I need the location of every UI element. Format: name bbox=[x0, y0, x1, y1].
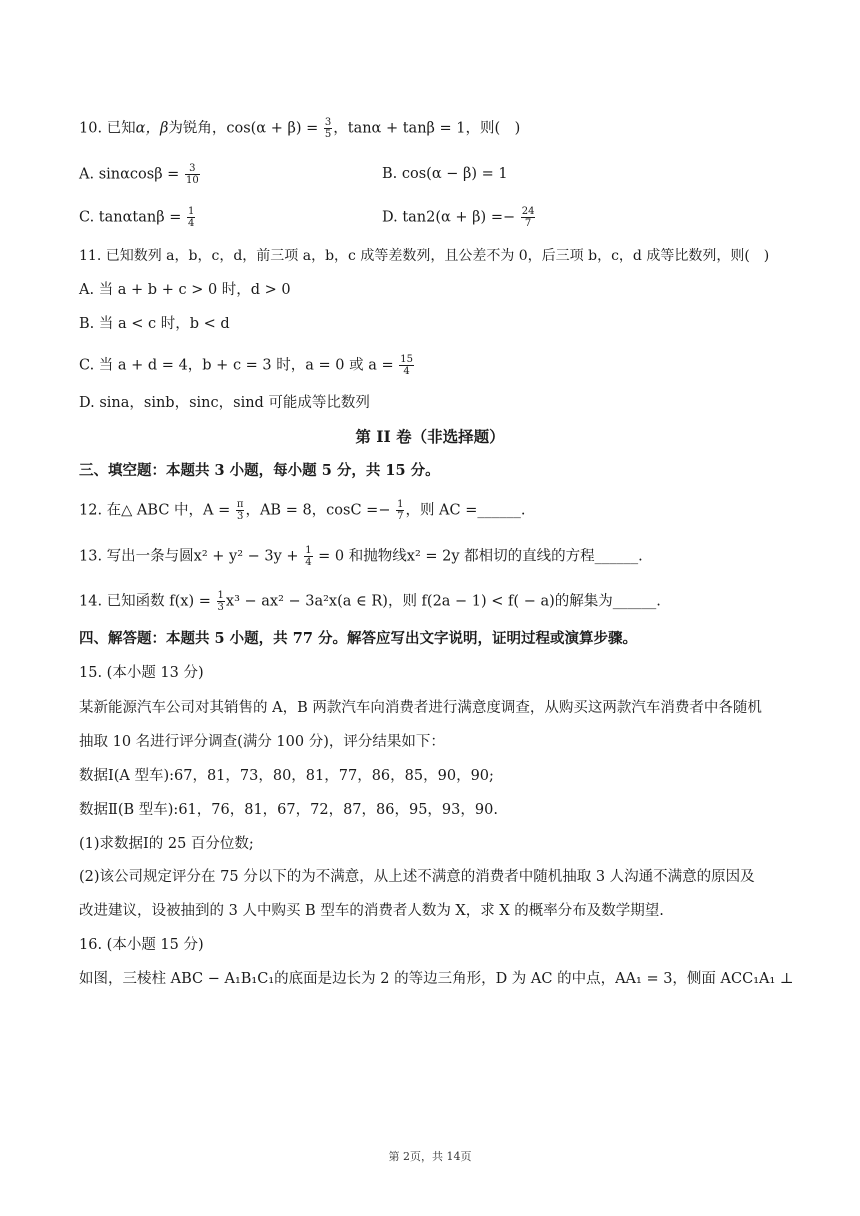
q12: 12. 在△ ABC 中，A = $\frac{\pi}{3}$ ，AB = 8，cosC =− $\frac{1}{7}$ ，则 AC =______. bbox=[79, 499, 526, 522]
q10-stem bbox=[79, 117, 790, 140]
q15-title: 15. (本小题 13 分) bbox=[79, 665, 204, 681]
q10-option-d-fraction: $\frac{24}{7}$ bbox=[521, 206, 535, 229]
q14: 14. 已知函数 f(x) = $\frac{1}{3}$ x³ − ax² − 3a²x(a ∈ R)，则 f(2a − 1) < f( − a)的解集为______. bbox=[79, 590, 661, 613]
q11-option-d: D. sina，sinb，sinc，sind 可能成等比数列 bbox=[79, 395, 370, 411]
q10-option-b: B. cos(α − β) = 1 bbox=[382, 166, 508, 182]
q10-option-c: C. tanαtanβ = $\frac{1}{4}$ bbox=[79, 206, 195, 229]
q11-option-c: C. 当 a + d = 4，b + c = 3 时，a = 0 或 a = $\frac{15}{4}$ bbox=[79, 354, 413, 377]
q10-option-a-fraction: $\frac{3}{10}$ bbox=[185, 163, 199, 186]
q10-stem-vars: α，β bbox=[135, 120, 169, 137]
q11-option-b: B. 当 a < c 时，b < d bbox=[79, 316, 230, 332]
q11-option-a: A. 当 a + b + c > 0 时，d > 0 bbox=[79, 282, 291, 298]
q10-stem-prefix: 10. 已知 bbox=[79, 120, 136, 137]
q15-paragraph-2: 抽取 10 名进行评分调查(满分 100 分)，评分结果如下： bbox=[79, 734, 445, 750]
page-footer: 第 2页，共 14页 bbox=[388, 1150, 472, 1163]
q15-sub-1: (1)求数据Ⅰ的 25 百分位数; bbox=[79, 836, 254, 852]
q15-data-2: 数据Ⅱ(B 型车):61，76，81，67，72，87，86，95，93，90. bbox=[79, 802, 498, 818]
section-2-title: 第 II 卷（非选择题） bbox=[355, 427, 505, 446]
q11-option-c-fraction: $\frac{15}{4}$ bbox=[400, 354, 413, 377]
q14-fraction: $\frac{1}{3}$ bbox=[217, 590, 224, 613]
q12-fraction-b: $\frac{1}{7}$ bbox=[397, 499, 404, 522]
q10-fraction: $\frac{3}{5}$ bbox=[324, 117, 332, 140]
q10-option-a: A. sinαcosβ = $\frac{3}{10}$ bbox=[79, 163, 199, 186]
q16-title: 16. (本小题 15 分) bbox=[79, 937, 204, 953]
q15-data-1: 数据Ⅰ(A 型车):67，81，73，80，81，77，86，85，90，90; bbox=[79, 768, 494, 784]
q15-paragraph-1: 某新能源汽车公司对其销售的 A，B 两款汽车向消费者进行满意度调查，从购买这两款汽车消费者中各随机 bbox=[79, 700, 762, 716]
part-3-header: 三、填空题：本题共 3 小题，每小题 5 分，共 15 分。 bbox=[79, 462, 440, 479]
q15-sub-2-line-2: 改进建议，设被抽到的 3 人中购买 B 型车的消费者人数为 X，求 X 的概率分布及数学期望. bbox=[79, 903, 664, 919]
q10-stem-cos: 为锐角，cos(α + β) = bbox=[168, 120, 319, 137]
q11-stem: 11. 已知数列 a，b，c，d，前三项 a，b，c 成等差数列，且公差不为 0，后三项 b，c，d 成等比数列，则( ) bbox=[79, 248, 770, 264]
part-4-header: 四、解答题：本题共 5 小题，共 77 分。解答应写出文字说明，证明过程或演算步骤。 bbox=[79, 630, 637, 647]
q10-stem-tail: ，tanα + tanβ = 1，则( ) bbox=[333, 120, 521, 137]
q15-sub-2-line-1: (2)该公司规定评分在 75 分以下的为不满意，从上述不满意的消费者中随机抽取 3 人沟通不满意的原因及 bbox=[79, 869, 755, 885]
q13: 13. 写出一条与圆x² + y² − 3y + $\frac{1}{4}$ = 0 和抛物线x² = 2y 都相切的直线的方程______. bbox=[79, 545, 643, 568]
q10-option-d: D. tan2(α + β) =− $\frac{24}{7}$ bbox=[382, 206, 535, 229]
q13-fraction: $\frac{1}{4}$ bbox=[305, 545, 312, 568]
q16-paragraph-1: 如图，三棱柱 ABC − A₁B₁C₁的底面是边长为 2 的等边三角形，D 为 AC 的中点，AA₁ = 3，侧面 ACC₁A₁ ⊥ bbox=[79, 971, 794, 987]
q12-fraction-a: $\frac{\pi}{3}$ bbox=[236, 499, 244, 522]
q10-option-c-fraction: $\frac{1}{4}$ bbox=[187, 206, 195, 229]
